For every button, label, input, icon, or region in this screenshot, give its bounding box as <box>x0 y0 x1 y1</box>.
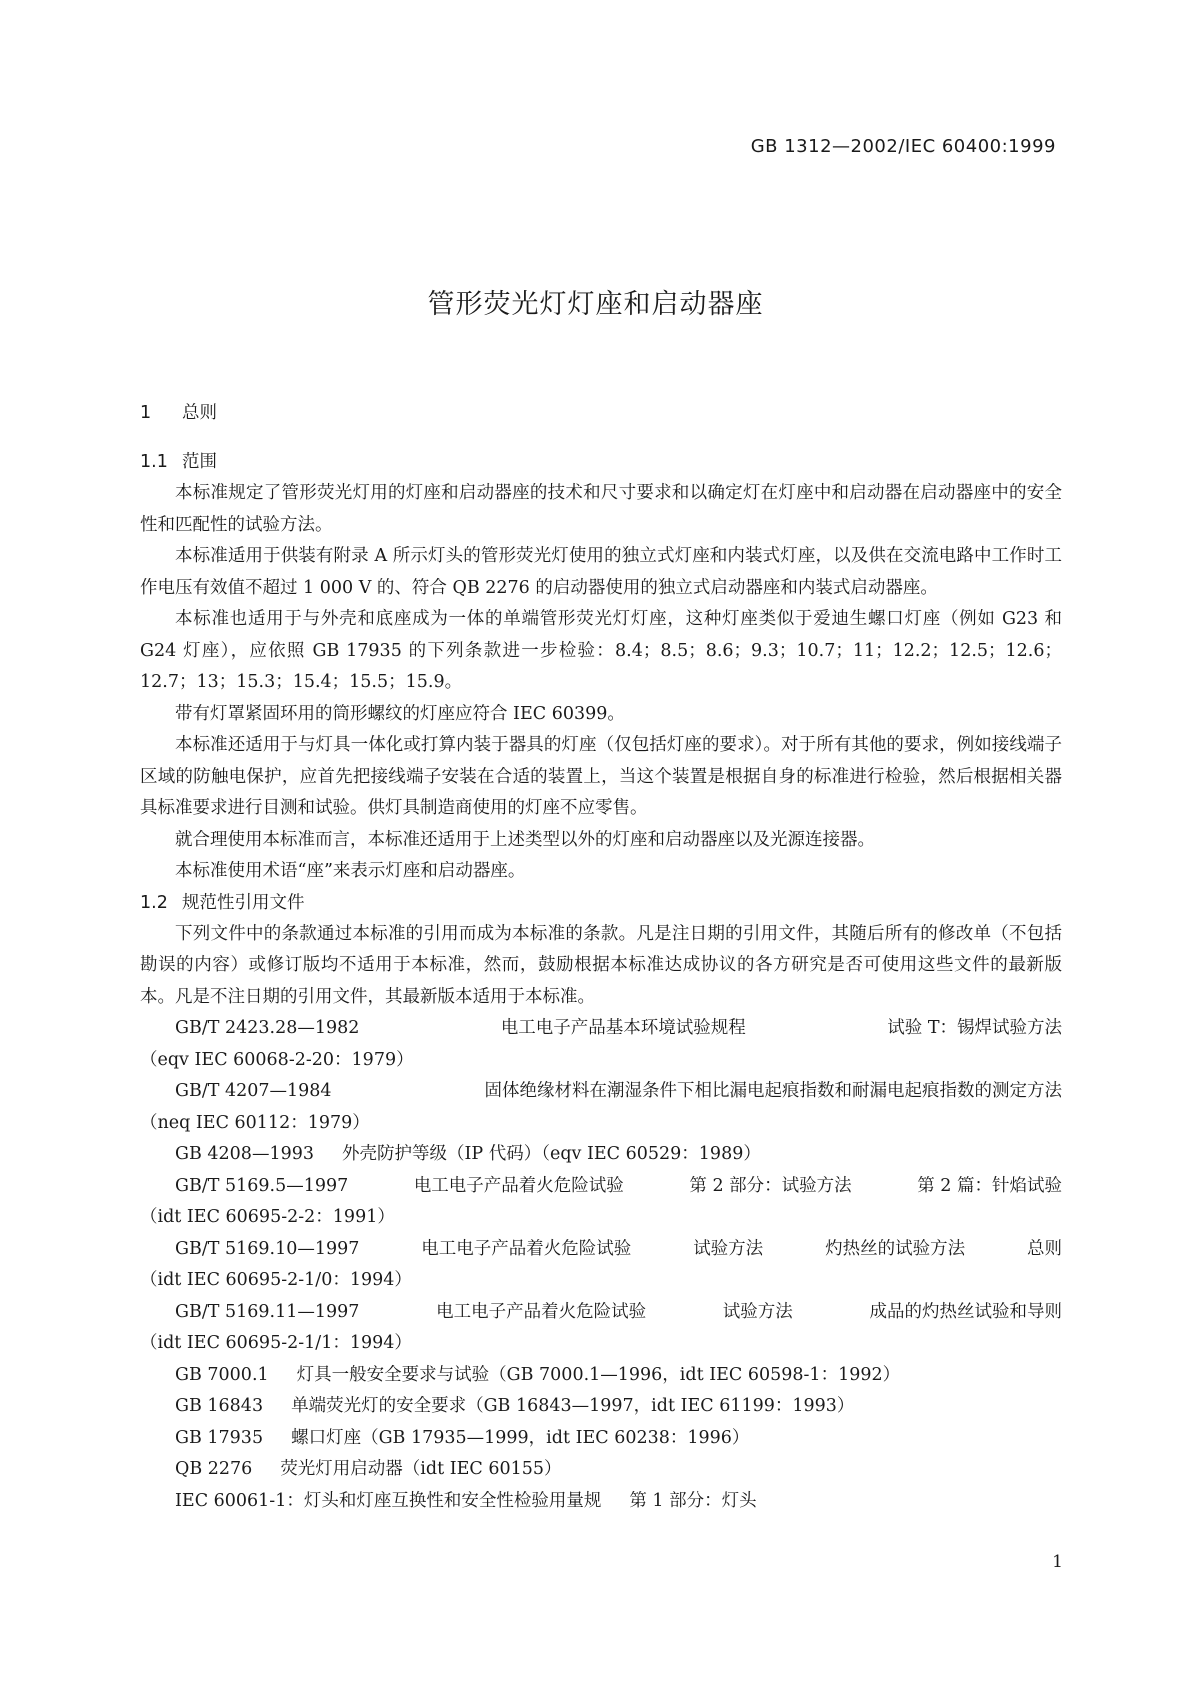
reference-entry <box>140 1171 1062 1234</box>
paragraph: 本标准还适用于与灯具一体化或打算内装于器具的灯座（仅包括灯座的要求）。对于所有其他的要求，例如接线端子区域的防触电保护，应首先把接线端子安装在合适的装置上，当这个装置是根据自身的标准进行检验，然后根据相关器具标准要求进行目测和试验。供灯具制造商使用的灯座不应零售。 <box>140 735 1062 818</box>
reference-title-part: 成品的灼热丝试验和导则 <box>869 1301 1062 1322</box>
section-title: 规范性引用文件 <box>182 892 305 913</box>
section-1-2-heading <box>140 888 1062 919</box>
section-title: 范围 <box>182 452 217 472</box>
reference-entry <box>140 1454 1062 1486</box>
reference-line <box>140 1076 1062 1108</box>
paragraph: 下列文件中的条款通过本标准的引用而成为本标准的条款。凡是注日期的引用文件，其随后所有的修改单（不包括勘误的内容）或修订版均不适用于本标准，然而，鼓励根据本标准达成协议的各方研究是否可使用这些文件的最新版本。凡是不注日期的引用文件，其最新版本适用于本标准。 <box>140 923 1062 1007</box>
reference-title-part: 固体绝缘材料在潮湿条件下相比漏电起痕指数和耐漏电起痕指数的测定方法 <box>484 1081 1062 1101</box>
reference-line <box>140 1486 1062 1518</box>
reference-equivalence: （neq IEC 60112：1979） <box>140 1112 370 1133</box>
standard-number: GB 1312—2002/IEC 60400:1999 <box>750 136 1056 157</box>
reference-entry <box>140 1391 1062 1423</box>
reference-title-part: 荧光灯用启动器（idt IEC 60155） <box>280 1459 562 1479</box>
reference-code: GB 16843 <box>175 1396 264 1416</box>
paragraph: 带有灯罩紧固环用的筒形螺纹的灯座应符合 IEC 60399。 <box>175 703 625 724</box>
reference-title-part: 第 1 部分：灯头 <box>629 1490 757 1511</box>
reference-code: IEC 60061-1：灯头和灯座互换性和安全性检验用量规 <box>175 1490 602 1511</box>
reference-entry <box>140 1486 1062 1518</box>
reference-code: GB/T 5169.11—1997 <box>175 1301 360 1322</box>
section-number: 1.1 <box>140 452 168 472</box>
reference-entry <box>140 1423 1062 1455</box>
reference-title-part: 电工电子产品基本环境试验规程 <box>500 1018 746 1038</box>
reference-entry <box>140 1234 1062 1297</box>
reference-title-part: 试验 T：锡焊试验方法 <box>887 1018 1062 1038</box>
section-1-heading <box>140 398 1062 429</box>
section-number: 1 <box>140 403 152 423</box>
reference-title-part: 电工电子产品着火危险试验 <box>413 1175 624 1196</box>
reference-code: GB 7000.1 <box>175 1364 269 1385</box>
reference-equivalence: （idt IEC 60695-2-1/0：1994） <box>140 1270 412 1290</box>
paragraph: 本标准也适用于与外壳和底座成为一体的单端管形荧光灯灯座，这种灯座类似于爱迪生螺口灯座（例如 G23 和 G24 灯座），应依照 GB 17935 的下列条款进一步检验：8.4；8.5；8.6；9.3；10.7；11；12.2；12.5；12.6；12.7；13；15.3；15.4；15.5；15.9。 <box>140 609 1062 692</box>
section-1-1-heading <box>140 447 1062 478</box>
document-body <box>140 398 1062 1517</box>
reference-title-part: 螺口灯座（GB 17935—1999，idt IEC 60238：1996） <box>291 1427 750 1448</box>
paragraph: 本标准适用于供装有附录 A 所示灯头的管形荧光灯使用的独立式灯座和内装式灯座，以及供在交流电路中工作时工作电压有效值不超过 1 000 V 的、符合 QB 2276 的启动器使用的独立式启动器座和内装式启动器座。 <box>140 546 1062 598</box>
reference-line <box>140 1391 1062 1423</box>
page-number: 1 <box>1052 1552 1063 1572</box>
reference-entry <box>140 1139 1062 1171</box>
reference-line <box>140 1297 1062 1329</box>
reference-line <box>140 1171 1062 1203</box>
reference-title-part: 第 2 部分：试验方法 <box>689 1175 852 1196</box>
reference-title-part: 外壳防护等级（IP 代码）（eqv IEC 60529：1989） <box>341 1144 761 1164</box>
reference-title-part: 电工电子产品着火危险试验 <box>436 1301 647 1322</box>
section-title: 总则 <box>182 403 217 423</box>
reference-code: GB 17935 <box>175 1427 264 1448</box>
reference-entry <box>140 1076 1062 1139</box>
reference-list <box>140 1013 1062 1517</box>
reference-line <box>140 1423 1062 1455</box>
reference-line <box>140 1360 1062 1392</box>
reference-title-part: 电工电子产品着火危险试验 <box>421 1238 632 1259</box>
paragraph: 就合理使用本标准而言，本标准还适用于上述类型以外的灯座和启动器座以及光源连接器。 <box>175 829 875 850</box>
reference-title-part: 灼热丝的试验方法 <box>825 1238 966 1259</box>
reference-code: GB/T 5169.5—1997 <box>175 1175 349 1196</box>
reference-title-part: 试验方法 <box>722 1301 793 1322</box>
reference-entry <box>140 1297 1062 1360</box>
reference-code: GB/T 5169.10—1997 <box>175 1238 360 1259</box>
reference-code: GB/T 2423.28—1982 <box>175 1018 360 1038</box>
reference-title-part: 灯具一般安全要求与试验（GB 7000.1—1996，idt IEC 60598-1：1992） <box>296 1364 901 1385</box>
reference-title-part: 试验方法 <box>693 1238 764 1259</box>
reference-line <box>140 1139 1062 1171</box>
section-number: 1.2 <box>140 892 168 913</box>
reference-code: QB 2276 <box>175 1459 253 1479</box>
reference-equivalence: （eqv IEC 60068-2-20：1979） <box>140 1049 414 1070</box>
reference-code: GB/T 4207—1984 <box>175 1081 332 1101</box>
reference-title-part: 单端荧光灯的安全要求（GB 16843—1997，idt IEC 61199：1993） <box>291 1396 855 1416</box>
reference-line <box>140 1454 1062 1486</box>
paragraph: 本标准使用术语“座”来表示灯座和启动器座。 <box>175 861 526 881</box>
reference-code: GB 4208—1993 <box>175 1144 314 1164</box>
reference-entry <box>140 1013 1062 1076</box>
reference-title-part: 总则 <box>1027 1238 1062 1259</box>
reference-entry <box>140 1360 1062 1392</box>
paragraph: 本标准规定了管形荧光灯用的灯座和启动器座的技术和尺寸要求和以确定灯在灯座中和启动器在启动器座中的安全性和匹配性的试验方法。 <box>140 483 1062 535</box>
document-title: 管形荧光灯灯座和启动器座 <box>427 289 764 320</box>
reference-line <box>140 1013 1062 1045</box>
reference-title-part: 第 2 篇：针焰试验 <box>917 1175 1062 1196</box>
reference-line <box>140 1234 1062 1266</box>
reference-equivalence: （idt IEC 60695-2-2：1991） <box>140 1207 395 1227</box>
reference-equivalence: （idt IEC 60695-2-1/1：1994） <box>140 1333 412 1353</box>
